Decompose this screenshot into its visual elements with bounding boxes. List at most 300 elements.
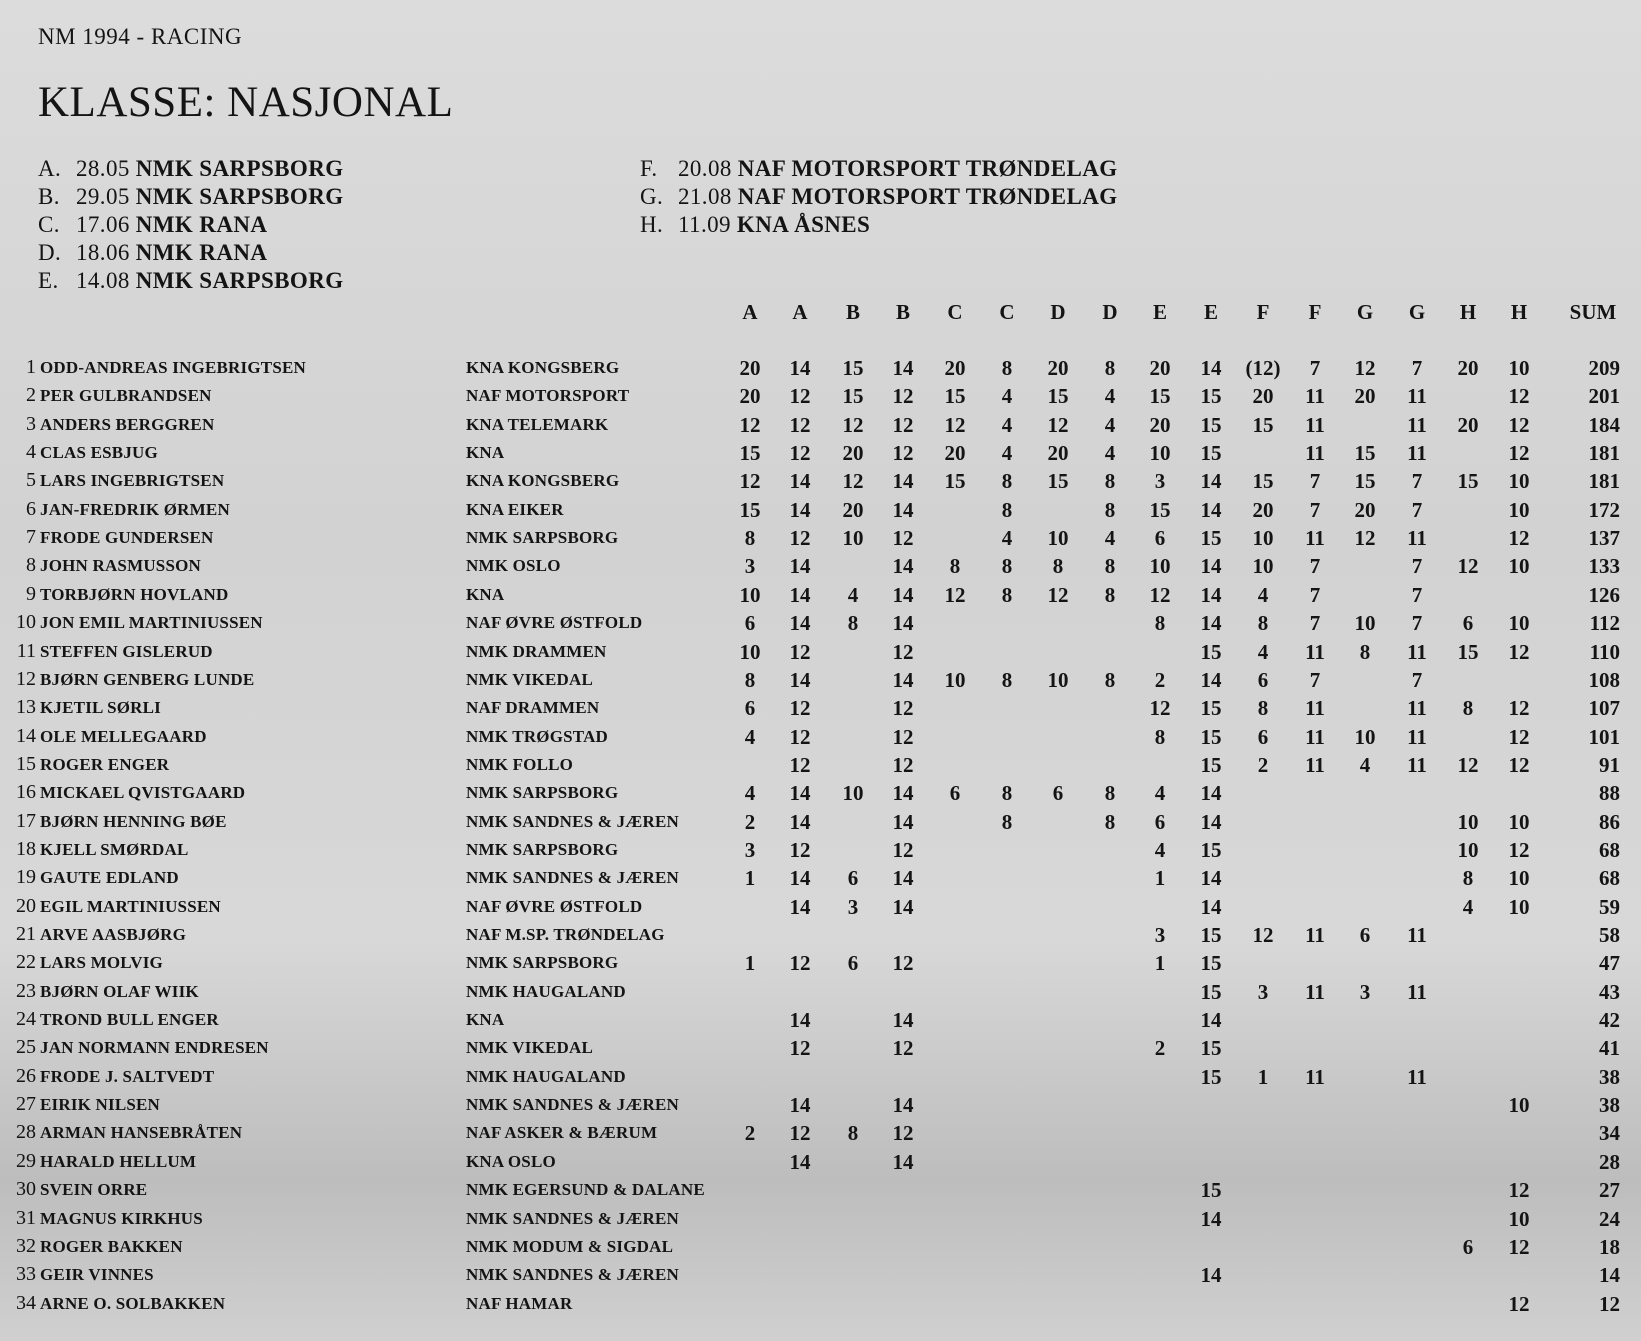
score-cell: 11: [1407, 413, 1427, 437]
score-cell: 11: [1305, 413, 1325, 437]
score-cell: 15: [1200, 413, 1222, 437]
driver-club: NMK HAUGALAND: [466, 1067, 626, 1086]
event-organizer: NMK SARPSBORG: [135, 268, 344, 293]
row-sum: 181: [1588, 469, 1620, 493]
driver-name: KJETIL SØRLI: [40, 698, 161, 717]
driver-name: JAN NORMANN ENDRESEN: [40, 1038, 269, 1057]
score-cell: 10: [842, 781, 864, 805]
score-cell: 10: [1508, 1093, 1530, 1117]
driver-club: NMK SANDNES & JÆREN: [466, 812, 680, 831]
column-header-sum: SUM: [1569, 300, 1617, 324]
driver-name: ANDERS BERGGREN: [40, 415, 215, 434]
score-cell: 8: [1001, 469, 1013, 493]
score-cell: 12: [892, 951, 914, 975]
score-cell: 14: [892, 781, 914, 805]
score-cell: 14: [789, 498, 811, 522]
event-organizer: NMK SARPSBORG: [135, 156, 344, 181]
score-cell: 12: [789, 725, 811, 749]
score-cell: 14: [789, 866, 811, 890]
row-sum: 91: [1599, 753, 1620, 777]
score-cell: 20: [739, 356, 761, 380]
score-cell: 11: [1305, 441, 1325, 465]
score-cell: 12: [842, 469, 864, 493]
score-cell: 12: [1457, 753, 1479, 777]
row-sum: 18: [1599, 1235, 1620, 1259]
score-cell: 10: [1149, 554, 1171, 578]
event-code: C.: [38, 212, 60, 237]
row-sum: 28: [1599, 1150, 1620, 1174]
score-cell: 8: [847, 1121, 859, 1145]
score-cell: 12: [1508, 753, 1530, 777]
score-cell: 4: [744, 781, 756, 805]
driver-club: NMK SARPSBORG: [466, 840, 619, 859]
driver-name: ROGER ENGER: [40, 755, 170, 774]
row-sum: 59: [1599, 895, 1620, 919]
score-cell: 12: [789, 838, 811, 862]
score-cell: 12: [1149, 696, 1171, 720]
score-cell: 8: [744, 526, 756, 550]
driver-club: KNA: [466, 443, 505, 462]
row-sum: 107: [1588, 696, 1620, 720]
row-sum: 137: [1588, 526, 1620, 550]
event-organizer: KNA ÅSNES: [736, 212, 871, 237]
driver-name: HARALD HELLUM: [40, 1152, 197, 1171]
event-date: 14.08: [76, 268, 130, 293]
score-cell: 10: [1508, 498, 1530, 522]
score-cell: 14: [1200, 583, 1222, 607]
score-cell: 10: [1252, 526, 1274, 550]
score-cell: 14: [892, 866, 914, 890]
driver-name: BJØRN HENNING BØE: [40, 812, 227, 831]
score-cell: 4: [1001, 384, 1013, 408]
score-cell: 4: [1104, 413, 1116, 437]
score-cell: 20: [739, 384, 761, 408]
score-cell: 11: [1407, 441, 1427, 465]
event-code: G.: [640, 184, 664, 209]
score-cell: 11: [1407, 753, 1427, 777]
score-cell: 7: [1309, 356, 1321, 380]
score-cell: 15: [944, 469, 966, 493]
row-position: 3: [26, 413, 36, 435]
row-position: 14: [16, 725, 36, 747]
column-header-e: E: [1152, 300, 1167, 324]
driver-club: NAF ØVRE ØSTFOLD: [466, 613, 643, 632]
event-code: F.: [640, 156, 658, 181]
score-cell: 6: [847, 866, 859, 890]
score-cell: 12: [789, 1121, 811, 1145]
driver-club: KNA: [466, 1010, 505, 1029]
row-sum: 181: [1588, 441, 1620, 465]
driver-name: FRODE J. SALTVEDT: [40, 1067, 215, 1086]
score-cell: 15: [1200, 526, 1222, 550]
score-cell: 14: [1200, 498, 1222, 522]
row-position: 32: [16, 1235, 36, 1257]
score-cell: 20: [1149, 356, 1171, 380]
score-cell: 20: [842, 441, 864, 465]
driver-name: BJØRN OLAF WIIK: [40, 982, 199, 1001]
score-cell: 12: [1508, 696, 1530, 720]
driver-name: TROND BULL ENGER: [40, 1010, 219, 1029]
score-cell: 4: [744, 725, 756, 749]
event-date: 11.09: [678, 212, 731, 237]
driver-name: LARS INGEBRIGTSEN: [40, 471, 225, 490]
row-sum: 126: [1588, 583, 1620, 607]
score-cell: 6: [1462, 1235, 1474, 1259]
score-cell: 8: [1257, 696, 1269, 720]
event-item: [38, 184, 344, 210]
score-cell: 14: [789, 611, 811, 635]
score-cell: 12: [1047, 583, 1069, 607]
score-cell: 15: [1047, 384, 1069, 408]
driver-name: JAN-FREDRIK ØRMEN: [40, 500, 230, 519]
score-cell: 4: [1001, 413, 1013, 437]
row-position: 8: [26, 554, 36, 576]
driver-club: NMK SARPSBORG: [466, 783, 619, 802]
row-sum: 133: [1588, 554, 1620, 578]
score-cell: 6: [744, 696, 756, 720]
score-cell: 14: [1200, 1008, 1222, 1032]
score-cell: 2: [1154, 668, 1166, 692]
score-cell: 15: [1252, 469, 1274, 493]
score-cell: 12: [789, 1036, 811, 1060]
event-code: A.: [38, 156, 62, 181]
row-position: 34: [16, 1292, 36, 1314]
score-cell: 10: [842, 526, 864, 550]
score-cell: 11: [1305, 923, 1325, 947]
row-sum: 88: [1599, 781, 1620, 805]
score-cell: 4: [1257, 640, 1269, 664]
driver-name: OLE MELLEGAARD: [40, 727, 207, 746]
column-header-c: C: [999, 300, 1015, 324]
column-header-h: H: [1459, 300, 1477, 324]
driver-name: CLAS ESBJUG: [40, 443, 158, 462]
driver-club: NMK SARPSBORG: [466, 953, 619, 972]
event-code: D.: [38, 240, 62, 265]
score-cell: 14: [789, 895, 811, 919]
driver-club: NMK HAUGALAND: [466, 982, 626, 1001]
score-cell: 14: [1200, 356, 1222, 380]
score-cell: 7: [1411, 498, 1423, 522]
score-cell: 3: [744, 554, 756, 578]
score-cell: 12: [892, 725, 914, 749]
row-sum: 14: [1599, 1263, 1620, 1287]
row-sum: 172: [1588, 498, 1620, 522]
score-cell: 12: [1457, 554, 1479, 578]
score-cell: 14: [789, 1008, 811, 1032]
driver-club: KNA OSLO: [466, 1152, 556, 1171]
score-cell: 15: [1200, 384, 1222, 408]
score-cell: 15: [1200, 951, 1222, 975]
score-cell: 14: [892, 611, 914, 635]
column-header-g: G: [1356, 300, 1374, 324]
score-cell: 3: [1154, 469, 1166, 493]
row-position: 21: [16, 923, 36, 945]
score-cell: 15: [1200, 1036, 1222, 1060]
score-cell: 12: [1508, 725, 1530, 749]
score-cell: 3: [744, 838, 756, 862]
score-cell: 14: [892, 1150, 914, 1174]
score-cell: 7: [1411, 583, 1423, 607]
score-cell: 6: [744, 611, 756, 635]
score-cell: 15: [1200, 1065, 1222, 1089]
score-cell: 4: [847, 583, 859, 607]
score-cell: 8: [847, 611, 859, 635]
driver-club: KNA: [466, 585, 505, 604]
driver-club: NAF ØVRE ØSTFOLD: [466, 897, 643, 916]
row-sum: 38: [1599, 1093, 1620, 1117]
row-sum: 201: [1588, 384, 1620, 408]
row-sum: 42: [1599, 1008, 1620, 1032]
row-position: 27: [16, 1093, 36, 1115]
row-position: 22: [16, 951, 36, 973]
event-date: 18.06: [76, 240, 130, 265]
score-cell: 10: [944, 668, 966, 692]
score-cell: 12: [842, 413, 864, 437]
score-cell: 15: [842, 384, 864, 408]
score-cell: 15: [1200, 923, 1222, 947]
score-cell: 7: [1309, 668, 1321, 692]
score-cell: 7: [1411, 554, 1423, 578]
row-position: 6: [26, 498, 36, 520]
driver-name: SVEIN ORRE: [40, 1180, 148, 1199]
score-cell: 14: [892, 895, 914, 919]
event-date: 28.05: [76, 156, 130, 181]
row-sum: 184: [1588, 413, 1620, 437]
score-cell: 15: [1354, 441, 1376, 465]
driver-name: FRODE GUNDERSEN: [40, 528, 214, 547]
score-cell: 12: [1508, 1292, 1530, 1316]
column-header-g: G: [1408, 300, 1426, 324]
score-cell: (12): [1245, 356, 1281, 380]
row-sum: 41: [1599, 1036, 1620, 1060]
event-code: E.: [38, 268, 59, 293]
score-cell: 14: [789, 668, 811, 692]
score-cell: 10: [1047, 526, 1069, 550]
row-position: 31: [16, 1207, 36, 1229]
score-cell: 11: [1305, 640, 1325, 664]
event-organizer: NMK RANA: [135, 212, 268, 237]
driver-club: NAF ASKER & BÆRUM: [466, 1123, 658, 1142]
score-cell: 15: [739, 498, 761, 522]
score-cell: 10: [1508, 554, 1530, 578]
score-cell: 7: [1411, 469, 1423, 493]
score-cell: 8: [1104, 781, 1116, 805]
driver-club: NAF M.SP. TRØNDELAG: [466, 925, 665, 944]
row-position: 19: [16, 866, 36, 888]
score-cell: 15: [1200, 980, 1222, 1004]
score-cell: 14: [789, 1150, 811, 1174]
score-cell: 14: [892, 469, 914, 493]
score-cell: 7: [1309, 498, 1321, 522]
score-cell: 8: [1104, 356, 1116, 380]
driver-name: ODD-ANDREAS INGEBRIGTSEN: [40, 358, 306, 377]
driver-club: NMK SANDNES & JÆREN: [466, 1095, 680, 1114]
score-cell: 15: [1200, 640, 1222, 664]
score-cell: 4: [1104, 384, 1116, 408]
row-sum: 110: [1589, 640, 1620, 664]
score-cell: 11: [1407, 725, 1427, 749]
driver-name: MAGNUS KIRKHUS: [40, 1209, 203, 1228]
score-cell: 8: [1104, 668, 1116, 692]
driver-club: KNA EIKER: [466, 500, 564, 519]
score-cell: 15: [1200, 753, 1222, 777]
driver-club: KNA KONGSBERG: [466, 471, 620, 490]
score-cell: 10: [739, 583, 761, 607]
row-sum: 209: [1588, 356, 1620, 380]
event-organizer: NAF MOTORSPORT TRØNDELAG: [737, 184, 1118, 209]
score-cell: 6: [1462, 611, 1474, 635]
score-cell: 14: [892, 356, 914, 380]
score-cell: 14: [892, 583, 914, 607]
score-cell: 14: [892, 498, 914, 522]
score-cell: 6: [1257, 725, 1269, 749]
column-header-d: D: [1050, 300, 1066, 324]
score-cell: 12: [892, 384, 914, 408]
score-cell: 7: [1309, 469, 1321, 493]
column-header-a: A: [742, 300, 758, 324]
score-cell: 1: [744, 866, 756, 890]
score-cell: 12: [789, 640, 811, 664]
row-position: 5: [26, 469, 36, 491]
row-position: 23: [16, 980, 36, 1002]
score-cell: 12: [944, 583, 966, 607]
event-item: [38, 268, 344, 294]
score-cell: 10: [1508, 1207, 1530, 1231]
event-item: [640, 212, 870, 238]
event-item: [38, 240, 267, 266]
score-cell: 8: [949, 554, 961, 578]
score-cell: 4: [1462, 895, 1474, 919]
score-cell: 4: [1104, 526, 1116, 550]
score-cell: 20: [1354, 498, 1376, 522]
score-cell: 12: [1508, 413, 1530, 437]
row-position: 20: [16, 895, 36, 917]
row-position: 33: [16, 1263, 36, 1285]
score-cell: 12: [1149, 583, 1171, 607]
driver-club: NMK FOLLO: [466, 755, 574, 774]
score-cell: 15: [1149, 384, 1171, 408]
driver-name: EIRIK NILSEN: [40, 1095, 161, 1114]
column-header-b: B: [895, 300, 910, 324]
score-cell: 11: [1305, 384, 1325, 408]
score-cell: 20: [1457, 413, 1479, 437]
score-cell: 15: [1047, 469, 1069, 493]
score-cell: 12: [789, 951, 811, 975]
row-position: 9: [26, 583, 36, 605]
score-cell: 14: [789, 554, 811, 578]
score-cell: 14: [892, 668, 914, 692]
score-cell: 15: [739, 441, 761, 465]
score-cell: 8: [1104, 810, 1116, 834]
row-position: 4: [26, 441, 36, 463]
score-cell: 6: [1154, 526, 1166, 550]
driver-club: KNA KONGSBERG: [466, 358, 620, 377]
row-sum: 68: [1599, 838, 1620, 862]
score-cell: 20: [1252, 384, 1274, 408]
score-cell: 11: [1305, 1065, 1325, 1089]
score-cell: 4: [1001, 441, 1013, 465]
score-cell: 4: [1154, 838, 1166, 862]
driver-name: GAUTE EDLAND: [40, 868, 179, 887]
score-cell: 8: [1001, 583, 1013, 607]
score-cell: 10: [1508, 469, 1530, 493]
score-cell: 11: [1305, 980, 1325, 1004]
score-cell: 12: [892, 838, 914, 862]
score-cell: 1: [1154, 951, 1166, 975]
score-cell: 20: [842, 498, 864, 522]
column-header-d: D: [1102, 300, 1118, 324]
driver-club: NMK SANDNES & JÆREN: [466, 1265, 680, 1284]
event-code: B.: [38, 184, 60, 209]
score-cell: 3: [847, 895, 859, 919]
score-cell: 12: [892, 640, 914, 664]
row-position: 7: [26, 526, 36, 548]
score-cell: 14: [892, 1008, 914, 1032]
driver-club: NMK DRAMMEN: [466, 642, 607, 661]
score-cell: 12: [1508, 838, 1530, 862]
event-date: 20.08: [678, 156, 732, 181]
score-cell: 20: [1457, 356, 1479, 380]
score-cell: 14: [1200, 1263, 1222, 1287]
score-cell: 12: [789, 384, 811, 408]
score-cell: 14: [789, 583, 811, 607]
score-cell: 6: [1359, 923, 1371, 947]
score-cell: 8: [1001, 498, 1013, 522]
score-cell: 15: [1457, 640, 1479, 664]
score-cell: 10: [1508, 611, 1530, 635]
row-position: 24: [16, 1008, 36, 1030]
score-cell: 12: [1354, 526, 1376, 550]
score-cell: 10: [1047, 668, 1069, 692]
row-sum: 27: [1599, 1178, 1620, 1202]
score-cell: 8: [1104, 498, 1116, 522]
row-position: 17: [16, 810, 36, 832]
driver-name: JOHN RASMUSSON: [40, 556, 202, 575]
score-cell: 7: [1309, 554, 1321, 578]
score-cell: 20: [1252, 498, 1274, 522]
score-cell: 8: [1001, 810, 1013, 834]
row-position: 25: [16, 1036, 36, 1058]
score-cell: 15: [1200, 441, 1222, 465]
score-cell: 12: [1508, 640, 1530, 664]
score-cell: 12: [789, 441, 811, 465]
score-cell: 11: [1407, 526, 1427, 550]
row-position: 1: [26, 356, 36, 378]
score-cell: 8: [744, 668, 756, 692]
score-cell: 12: [892, 753, 914, 777]
score-cell: 14: [789, 356, 811, 380]
score-cell: 15: [1200, 725, 1222, 749]
score-cell: 14: [789, 469, 811, 493]
driver-name: STEFFEN GISLERUD: [40, 642, 213, 661]
row-position: 28: [16, 1121, 36, 1143]
score-cell: 2: [1257, 753, 1269, 777]
row-sum: 43: [1599, 980, 1620, 1004]
driver-club: NAF HAMAR: [466, 1294, 573, 1313]
score-cell: 10: [1508, 895, 1530, 919]
score-cell: 6: [949, 781, 961, 805]
score-cell: 10: [1354, 725, 1376, 749]
score-cell: 11: [1407, 384, 1427, 408]
score-cell: 11: [1407, 640, 1427, 664]
driver-club: NMK TRØGSTAD: [466, 727, 609, 746]
row-sum: 34: [1599, 1121, 1620, 1145]
score-cell: 8: [1462, 866, 1474, 890]
score-cell: 11: [1407, 980, 1427, 1004]
score-cell: 14: [789, 1093, 811, 1117]
driver-club: KNA TELEMARK: [466, 415, 609, 434]
score-cell: 12: [789, 696, 811, 720]
